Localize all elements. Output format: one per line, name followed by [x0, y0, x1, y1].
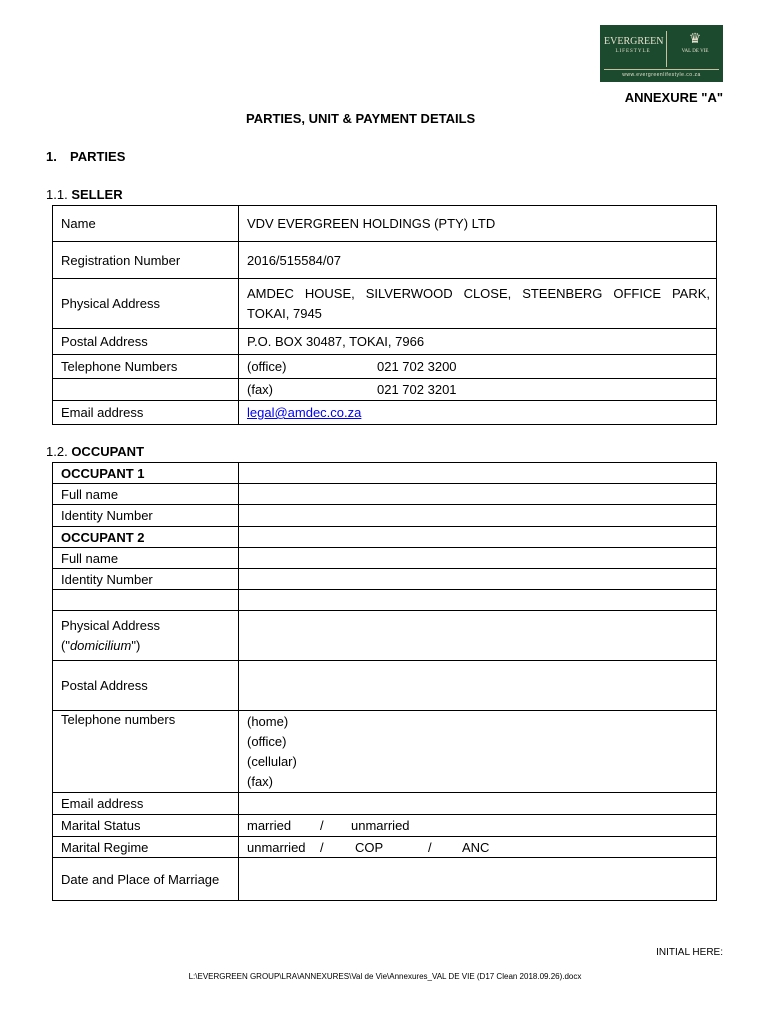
- occupant-blank-field[interactable]: [239, 590, 717, 611]
- table-row: [53, 711, 717, 793]
- seller-name-value: VDV EVERGREEN HOLDINGS (PTY) LTD: [239, 206, 717, 242]
- table-row: [53, 463, 717, 484]
- seller-tel-fax-label: (fax): [247, 382, 273, 397]
- seller-heading: [46, 187, 123, 202]
- table-row: [53, 815, 717, 837]
- occupant-phys-field[interactable]: [239, 611, 717, 661]
- seller-phys-line-2: TOKAI, 7945: [247, 305, 322, 321]
- logo-url: www.evergreenlifestyle.co.za: [604, 69, 719, 80]
- occupant-marital-regime-label: Marital Regime: [53, 837, 239, 858]
- occupant-tel-field[interactable]: [239, 711, 717, 793]
- seller-tel-fax: [239, 379, 717, 401]
- logo-brand-sub: LIFESTYLE: [615, 49, 651, 54]
- occupant-1-full-name-field[interactable]: [239, 484, 717, 505]
- occupant-phys-label-line-2: [61, 636, 238, 656]
- table-row: [53, 590, 717, 611]
- seller-phys-label: Physical Address: [53, 279, 239, 329]
- seller-table: [52, 205, 717, 425]
- table-row: [53, 527, 717, 548]
- seller-postal-label: Postal Address: [53, 329, 239, 355]
- seller-email-link[interactable]: legal@amdec.co.za: [247, 405, 362, 420]
- seller-reg-value: 2016/515584/07: [239, 242, 717, 279]
- marital-status-married[interactable]: married: [247, 818, 292, 833]
- marital-status-unmarried[interactable]: unmarried: [351, 818, 410, 833]
- evergreen-logo: [600, 25, 723, 82]
- occupant-postal-field[interactable]: [239, 661, 717, 711]
- occupant-heading-label: OCCUPANT: [71, 444, 145, 459]
- occupant-email-field[interactable]: [239, 793, 717, 815]
- table-row: [53, 279, 717, 329]
- occupant-postal-label: Postal Address: [53, 661, 239, 711]
- occupant-2-full-name-field[interactable]: [239, 548, 717, 569]
- occupant-tel-home: (home): [247, 714, 289, 729]
- table-row: [53, 206, 717, 242]
- occupant-tel-label: Telephone numbers: [53, 711, 239, 793]
- table-row: [53, 242, 717, 279]
- seller-tel-office: [239, 355, 717, 379]
- table-row: [53, 548, 717, 569]
- marital-regime-separator-2: /: [428, 839, 432, 855]
- table-row: [53, 793, 717, 815]
- occupant-1-id-field[interactable]: [239, 505, 717, 527]
- occupant-email-label: Email address: [53, 793, 239, 815]
- initial-here-label: INITIAL HERE:: [656, 947, 723, 958]
- table-row: [53, 505, 717, 527]
- seller-tel-label: Telephone Numbers: [53, 355, 239, 379]
- marital-regime-unmarried[interactable]: unmarried: [247, 839, 306, 855]
- occupant-marriage-label: Date and Place of Marriage: [53, 858, 239, 901]
- table-row: [53, 401, 717, 425]
- occupant-tel-office: (office): [247, 734, 287, 749]
- occupant-phys-label-line-1: Physical Address: [61, 617, 160, 633]
- occupant-phys-quote-open: (": [61, 637, 70, 653]
- occupant-tel-fax: (fax): [247, 774, 273, 789]
- occupant-1-label: OCCUPANT 1: [53, 463, 239, 484]
- seller-heading-number: 1.1.: [46, 187, 68, 202]
- occupant-tel-cellular: (cellular): [247, 754, 297, 769]
- occupant-marriage-field[interactable]: [239, 858, 717, 901]
- table-row: [53, 484, 717, 505]
- logo-divider: [666, 31, 667, 67]
- seller-tel-office-label: (office): [247, 359, 287, 374]
- seller-name-label: Name: [53, 206, 239, 242]
- marital-status-separator: /: [320, 818, 324, 833]
- annexure-label: ANNEXURE "A": [624, 90, 723, 105]
- occupant-phys-domicilium: domicilium: [69, 637, 132, 653]
- occupant-2-field[interactable]: [239, 527, 717, 548]
- occupant-2-id-label: Identity Number: [53, 569, 239, 590]
- occupant-2-label: OCCUPANT 2: [53, 527, 239, 548]
- seller-tel-office-value: 021 702 3200: [377, 359, 457, 374]
- occupant-heading: [46, 444, 144, 459]
- table-row: [53, 837, 717, 858]
- table-row: [53, 858, 717, 901]
- occupant-1-field[interactable]: [239, 463, 717, 484]
- section-1-label: PARTIES: [70, 149, 126, 164]
- occupant-1-id-label: Identity Number: [53, 505, 239, 527]
- occupant-phys-label: [53, 611, 239, 661]
- seller-email-label: Email address: [53, 401, 239, 425]
- table-row: [53, 569, 717, 590]
- occupant-heading-number: 1.2.: [46, 444, 68, 459]
- marital-regime-anc[interactable]: ANC: [462, 839, 490, 855]
- page-title: PARTIES, UNIT & PAYMENT DETAILS: [246, 111, 476, 126]
- table-row: [53, 611, 717, 661]
- seller-reg-label: Registration Number: [53, 242, 239, 279]
- occupant-phys-quote-close: "): [131, 637, 141, 653]
- marital-regime-separator-1: /: [320, 839, 324, 855]
- occupant-1-full-name-label: Full name: [53, 484, 239, 505]
- table-row: [53, 329, 717, 355]
- table-row: [53, 661, 717, 711]
- occupant-marital-status-field[interactable]: [239, 815, 717, 837]
- occupant-table: [52, 462, 717, 901]
- val-de-vie-crest-icon: ♛ VAL DE VIE: [678, 31, 712, 67]
- seller-phys-line-1: AMDEC HOUSE, SILVERWOOD CLOSE, STEENBERG OFFICE PARK,: [247, 285, 710, 301]
- table-row: [53, 379, 717, 401]
- seller-heading-label: SELLER: [71, 187, 123, 202]
- table-row: [53, 355, 717, 379]
- logo-crest-text: VAL DE VIE: [681, 49, 709, 54]
- occupant-marital-regime-field[interactable]: [239, 837, 717, 858]
- occupant-marital-status-label: Marital Status: [53, 815, 239, 837]
- seller-postal-value: P.O. BOX 30487, TOKAI, 7966: [239, 329, 717, 355]
- seller-phys-value: [239, 279, 717, 329]
- section-1-number: 1.: [46, 149, 57, 164]
- logo-brand-text: EVERGREEN: [604, 36, 664, 47]
- occupant-2-full-name-label: Full name: [53, 548, 239, 569]
- document-path: L:\EVERGREEN GROUP\LRA\ANNEXURES\Val de Vie\Annexures_VAL DE VIE (D17 Clean 2018.09.26).docx: [188, 972, 582, 981]
- occupant-2-id-field[interactable]: [239, 569, 717, 590]
- marital-regime-cop[interactable]: COP: [355, 839, 384, 855]
- seller-tel-fax-value: 021 702 3201: [377, 382, 457, 397]
